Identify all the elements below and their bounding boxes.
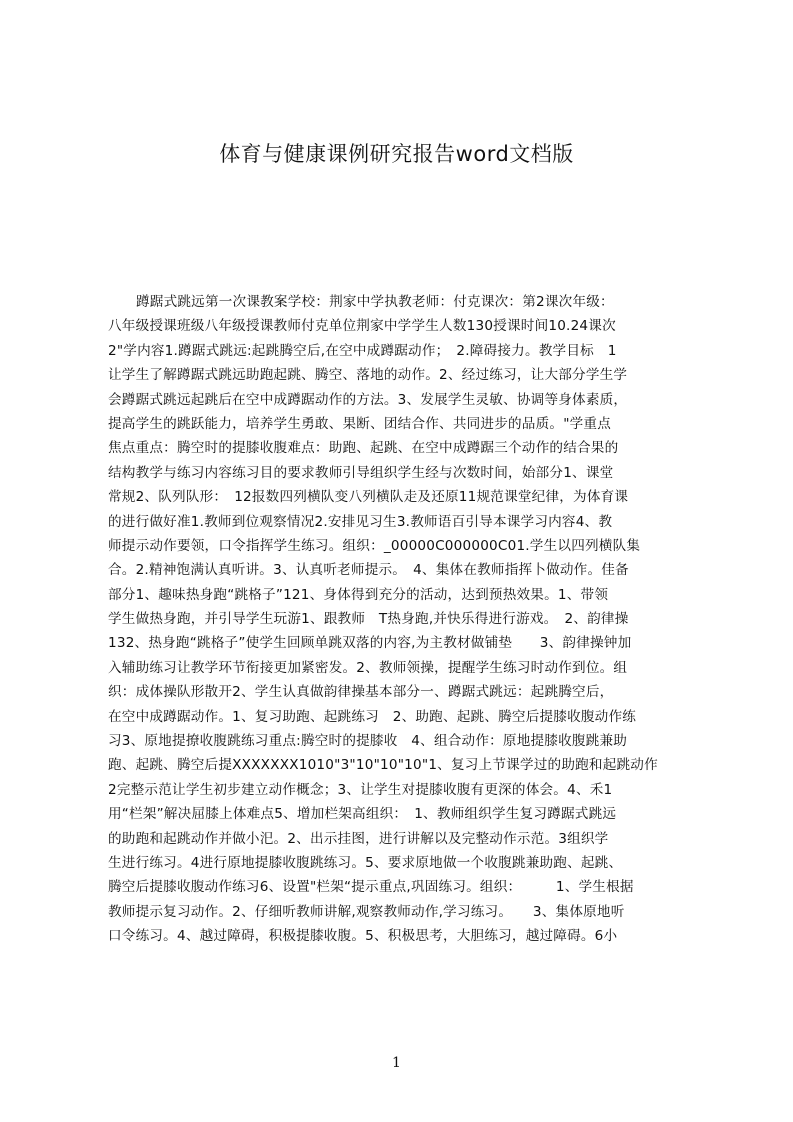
text-line: 常规2、队列队形： 12报数四列横队变八列横队走及还原11规范课堂纪律，为体育课 (108, 489, 629, 506)
text-line: 八年级授课班级八年级授课教师付克单位荆家中学学生人数130授课时间10.24课次 (108, 318, 616, 335)
text-line: 学生做热身跑，并引导学生玩游1、跟教师 T热身跑,并快乐得进行游戏。 2、韵律操 (108, 611, 629, 628)
text-line: 结构教学与练习内容练习目的要求教师引导组织学生经与次数时间，始部分1、课堂 (108, 464, 614, 481)
text-line: 入辅助练习让教学环节衔接更加紧密发。2、教师领操，提醒学生练习时动作到位。组 (108, 659, 628, 676)
text-line: 让学生了解蹲踞式跳远助跑起跳、腾空、落地的动作。2、经过练习，让大部分学生学 (108, 367, 628, 384)
text-line: 口令练习。4、越过障碍，积极提膝收腹。5、积极思考，大胆练习，越过障碍。6小 (108, 928, 618, 945)
text-line: 会蹲踞式跳远起跳后在空中成蹲踞动作的方法。3、发展学生灵敏、协调等身体素质， (108, 391, 628, 408)
text-line: 合。2.精神饱满认真听讲。3、认真听老师提示。 4、集体在教师指挥卜做动作。佳备 (108, 562, 629, 579)
text-line: 132、热身跑“跳格子”使学生回顾单跳双落的内容,为主教材做铺垫 3、韵律操钟加 (108, 635, 632, 652)
text-line: 的进行做好准1.教师到位观察情况2.安排见习生3.教师语百引导本课学习内容4、教 (108, 513, 613, 530)
text-line: 在空中成蹲踞动作。1、复习助跑、起跳练习 2、助跑、起跳、腾空后提膝收腹动作练 (108, 708, 637, 725)
text-line: 2"学内容1.蹲踞式跳远:起跳腾空后,在空中成蹲踞动作； 2.障碍接力。教学目标 1 (108, 342, 617, 359)
text-line: 跑、起跳、腾空后提XXXXXXX1010"3"10"10"10"1、复习上节课学过的助跑和起跳动作 (108, 757, 658, 774)
document-title: 体育与健康课例研究报告word文档版 (219, 142, 574, 166)
text-line: 用“栏架”解决屈膝上体难点5、增加栏架高组织： 1、教师组织学生复习蹲踞式跳远 (108, 806, 617, 823)
text-line: 教师提示复习动作。2、仔细听教师讲解,观察教师动作,学习练习。 3、集体原地听 (108, 903, 625, 920)
text-line: 习3、原地提撩收腹跳练习重点:腾空时的提膝收 4、组合动作：原地提膝收腹跳兼助 (108, 733, 628, 750)
text-line: 提高学生的跳跃能力，培养学生勇敢、果断、团结合作、共同进步的品质。"学重点 (108, 415, 612, 432)
text-line: 师提示动作要领，口令指挥学生练习。组织：_00000C000000C01.学生以四列横队集 (108, 537, 641, 554)
page-number: 1 (392, 1055, 401, 1071)
text-line: 焦点重点：腾空时的提膝收腹难点：助跑、起跳、在空中成蹲踞三个动作的结合果的 (108, 440, 619, 457)
text-line: 生进行练习。4进行原地提膝收腹跳练习。5、要求原地做一个收腹跳兼助跑、起跳、 (108, 854, 623, 871)
text-line: 2完整示范让学生初步建立动作概念；3、让学生对提膝收腹有更深的体会。4、禾1 (108, 781, 613, 798)
text-line: 织：成体操队形散开2、学生认真做韵律操基本部分一、蹲踞式跳远：起跳腾空后， (108, 684, 614, 701)
text-line: 部分1、趣味热身跑“跳格子”121、身体得到充分的活动，达到预热效果。1、带领 (108, 586, 609, 603)
text-line: 腾空后提膝收腹动作练习6、设置"栏架“提示重点,巩固练习。组织： 1、学生根据 (108, 879, 634, 896)
text-line: 蹲踞式跳远第一次课教案学校：荆家中学执教老师：付克课次：第2课次年级： (136, 294, 614, 310)
text-line: 的助跑和起跳动作并做小汜。2、出示挂图，进行讲解以及完整动作示范。3组织学 (108, 830, 609, 847)
body-paragraph (108, 290, 698, 1020)
